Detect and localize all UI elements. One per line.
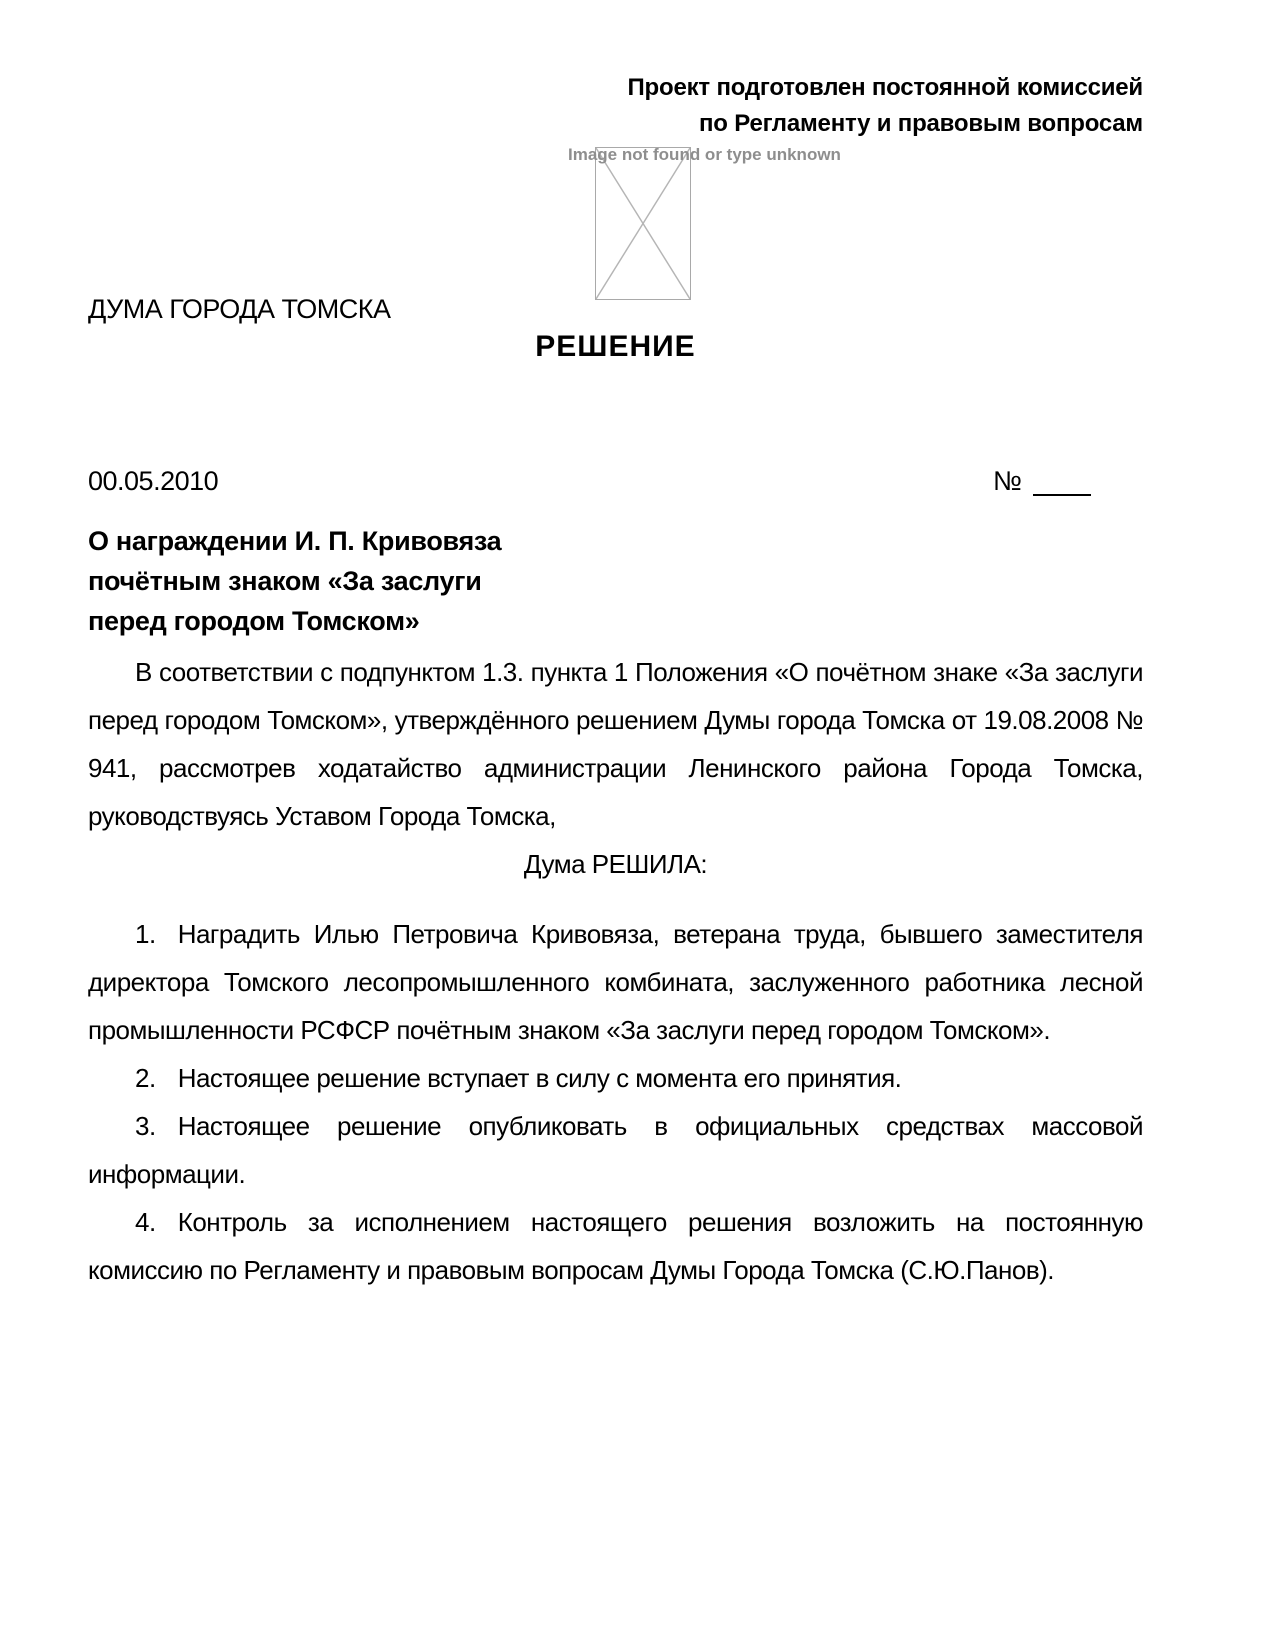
resolution-item-3 xyxy=(88,1102,1143,1198)
subject-line-2: почётным знаком «За заслуги xyxy=(88,566,482,596)
resolution-item-4 xyxy=(88,1198,1143,1294)
prepared-by-line1: Проект подготовлен постоянной комиссией xyxy=(627,74,1143,101)
prepared-by-line2: по Регламенту и правовым вопросам xyxy=(699,110,1143,137)
item-3-text: Настоящее решение опубликовать в официальных средствах массовой информации. xyxy=(88,1111,1143,1189)
item-1-number: 1. xyxy=(135,919,156,949)
document-number-group xyxy=(993,466,1091,497)
item-4-text: Контроль за исполнением настоящего решения возложить на постоянную комиссию по Регламенту и правовым вопросам Думы Города Томска (С.Ю.Панов). xyxy=(88,1207,1143,1285)
number-blank-line xyxy=(1033,472,1091,496)
broken-image-placeholder xyxy=(595,147,691,300)
prepared-by-note xyxy=(628,70,1144,142)
item-2-text: Настоящее решение вступает в силу с момента его принятия. xyxy=(177,1063,902,1093)
broken-image-alt-text: Image not found or type unknown xyxy=(568,145,841,164)
resolution-item-1 xyxy=(88,910,1143,1054)
subject-line-1: О награждении И. П. Кривовяза xyxy=(88,526,502,556)
subject-line-3: перед городом Томском» xyxy=(88,606,420,636)
item-4-number: 4. xyxy=(135,1207,156,1237)
broken-image-x-icon xyxy=(596,148,690,299)
resolution-item-2 xyxy=(88,1054,1143,1102)
resolution-heading: Дума РЕШИЛА: xyxy=(523,849,708,879)
date-number-row xyxy=(88,466,1143,506)
document-type-title: РЕШЕНИЕ xyxy=(535,330,696,363)
document-body xyxy=(88,648,1143,1294)
item-1-text: Наградить Илью Петровича Кривовяза, ветерана труда, бывшего заместителя директора Томского лесопромышленного комбината, заслуженного работника лесной промышленности РСФСР почётным знаком «За заслуги перед городом Томском». xyxy=(88,919,1143,1045)
preamble-paragraph: В соответствии с подпунктом 1.3. пункта 1 Положения «О почётном знаке «За заслуги перед городом Томском», утверждённого решением Думы города Томска от 19.08.2008 № 941, рассмотрев ходатайство администрации Ленинского района Города Томска, руководствуясь Уставом Города Томска, xyxy=(88,657,1143,831)
organization-name: ДУМА ГОРОДА ТОМСКА xyxy=(88,294,391,324)
item-2-number: 2. xyxy=(135,1063,156,1093)
document-date: 00.05.2010 xyxy=(88,466,219,496)
number-sign: № xyxy=(993,466,1022,496)
document-subject xyxy=(88,521,1143,641)
item-3-number: 3. xyxy=(135,1111,156,1141)
